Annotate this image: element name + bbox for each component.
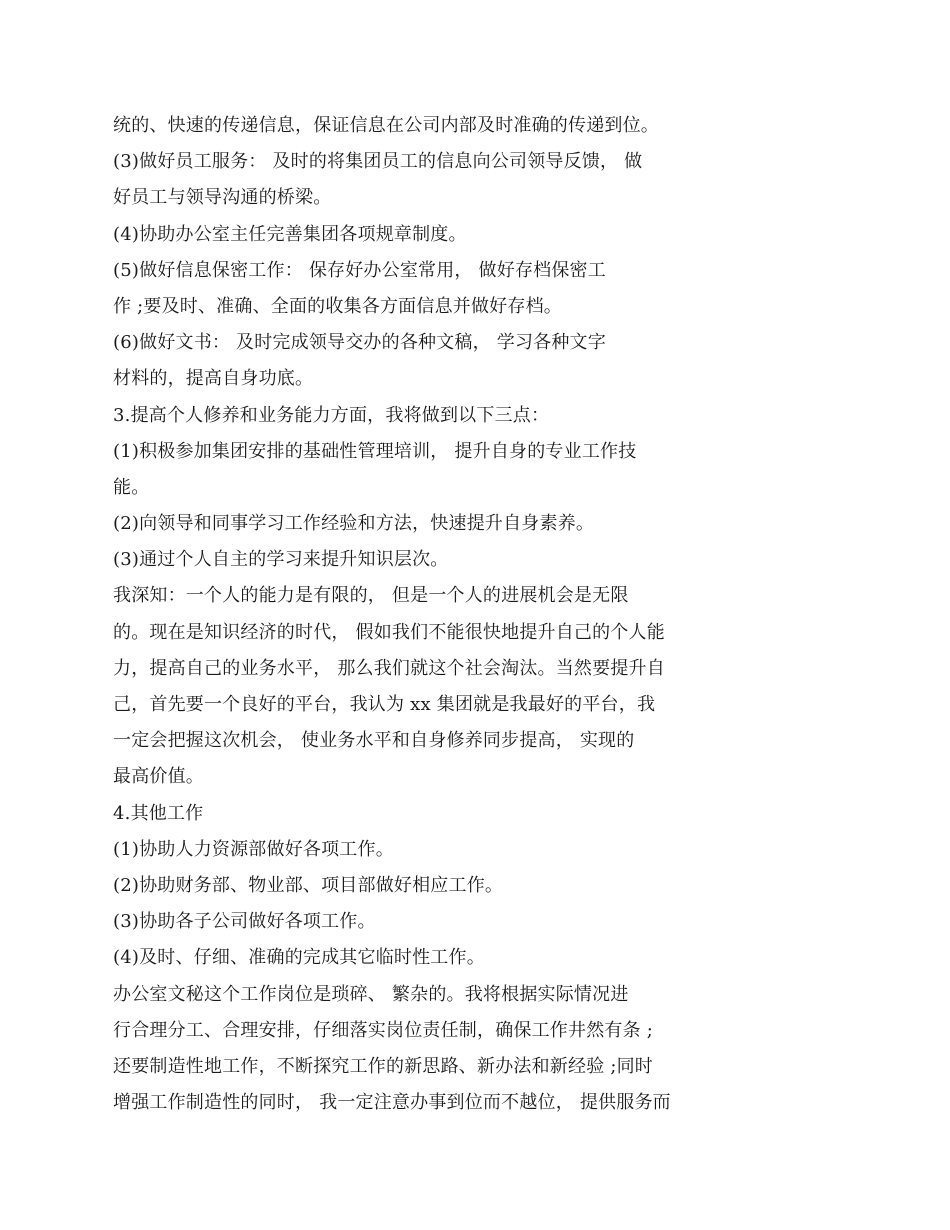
section-heading: 3.提高个人修养和业务能力方面，我将做到以下三点： (113, 404, 550, 426)
text-line: (2)向领导和同事学习工作经验和方法，快速提升自身素养。 (113, 513, 595, 535)
text-line: 我深知：一个人的能力是有限的， 但是一个人的进展机会是无限 (113, 585, 629, 607)
text-line: (3)协助各子公司做好各项工作。 (113, 911, 376, 933)
document-body (113, 108, 713, 1121)
text-line: 一定会把握这次机会， 使业务水平和自身修养同步提高， 实现的 (113, 730, 635, 752)
text-line: 作 ;要及时、准确、全面的收集各方面信息并做好存档。 (113, 295, 562, 317)
text-line: 好员工与领导沟通的桥梁。 (113, 187, 332, 209)
text-line: (3)做好员工服务： 及时的将集团员工的信息向公司领导反馈， 做 (113, 151, 643, 173)
text-line: (1)协助人力资源部做好各项工作。 (113, 838, 394, 860)
section-heading: 4.其他工作 (113, 802, 204, 824)
text-line: (1)积极参加集团安排的基础性管理培训， 提升自身的专业工作技 (113, 440, 637, 462)
text-line: (4)协助办公室主任完善集团各项规章制度。 (113, 223, 467, 245)
text-line: 增强工作制造性的同时， 我一定注意办事到位而不越位， 提供服务而 (113, 1092, 671, 1114)
text-line: 己，首先要一个良好的平台，我认为 xx 集团就是我最好的平台，我 (113, 694, 656, 715)
text-line: (4)及时、仔细、准确的完成其它临时性工作。 (113, 947, 485, 969)
text-line: 还要制造性地工作，不断探究工作的新思路、新办法和新经验 ;同时 (113, 1055, 653, 1077)
text-line: 的。现在是知识经济的时代， 假如我们不能很快地提升自己的个人能 (113, 621, 665, 643)
text-line: (2)协助财务部、物业部、项目部做好相应工作。 (113, 874, 504, 896)
text-line: 行合理分工、合理安排，仔细落实岗位责任制，确保工作井然有条 ; (113, 1019, 653, 1041)
text-line: 材料的，提高自身功底。 (113, 368, 314, 390)
text-line: 最高价值。 (113, 766, 204, 788)
text-line: (3)通过个人自主的学习来提升知识层次。 (113, 549, 449, 571)
text-line: (6)做好文书： 及时完成领导交办的各种文稿， 学习各种文字 (113, 332, 606, 354)
text-line: 统的、快速的传递信息，保证信息在公司内部及时准确的传递到位。 (113, 115, 659, 136)
text-line: (5)做好信息保密工作： 保存好办公室常用， 做好存档保密工 (113, 259, 606, 281)
text-line: 办公室文秘这个工作岗位是琐碎、 繁杂的。我将根据实际情况进 (113, 983, 629, 1005)
text-line: 力，提高自己的业务水平， 那么我们就这个社会淘汰。当然要提升自 (113, 657, 665, 679)
text-line: 能。 (113, 476, 150, 498)
